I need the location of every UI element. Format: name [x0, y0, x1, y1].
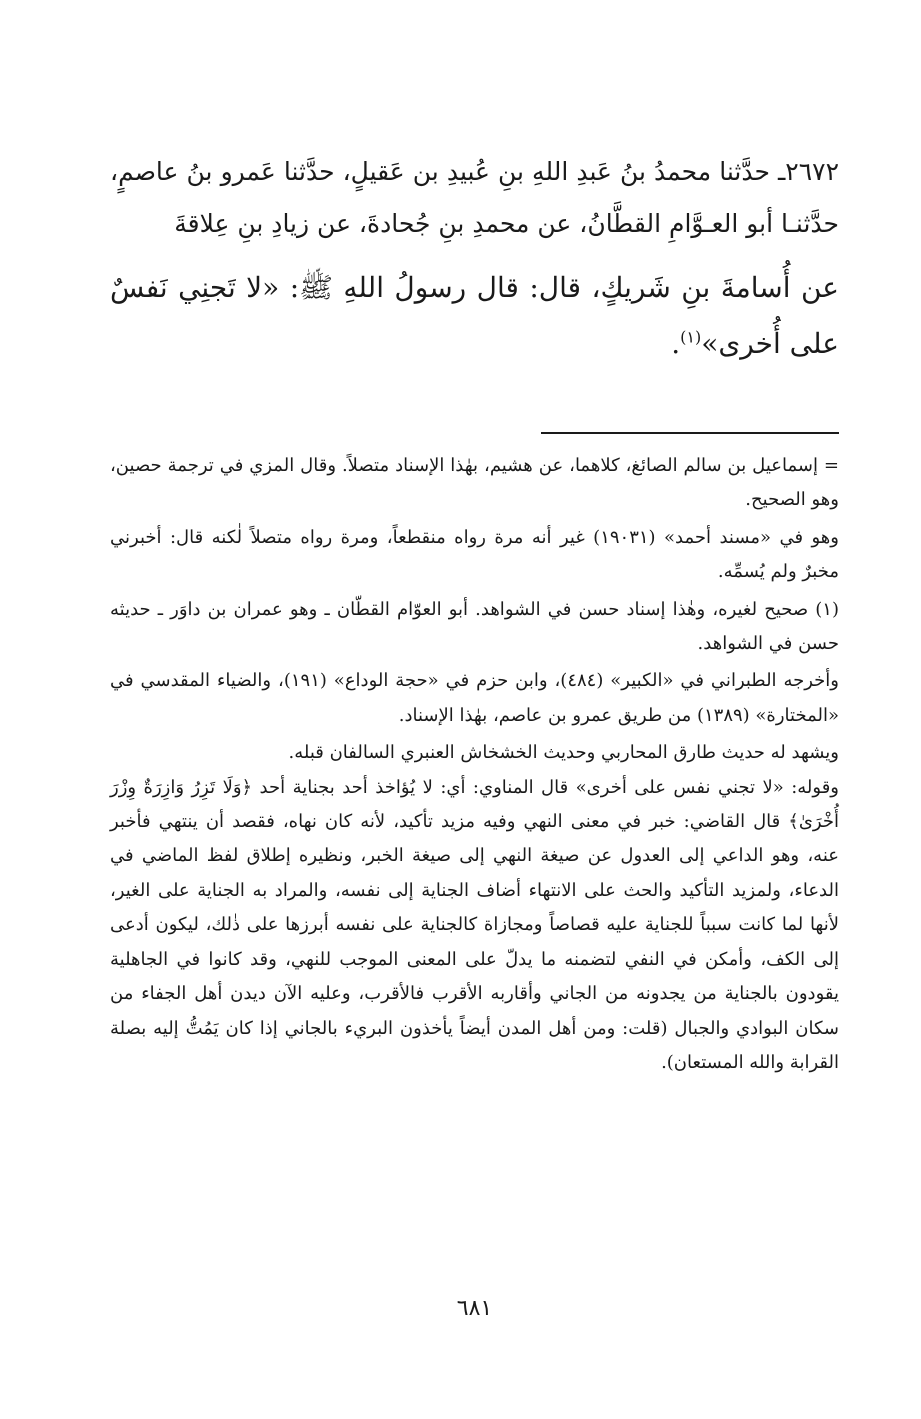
- footnote-paragraph: وأخرجه الطبراني في «الكبير» (٤٨٤)، وابن حزم في «حجة الوداع» (١٩١)، والضياء المقدسي في «المختارة» (١٣٨٩) من طريق عمرو بن عاصم، بهٰذا الإسناد.: [110, 670, 839, 726]
- footnote-divider: [541, 432, 839, 434]
- footnote-reference: (١): [680, 327, 702, 347]
- hadith-block: [110, 146, 839, 372]
- footnote-paragraph: = إسماعيل بن سالم الصائغ، كلاهما، عن هشيم، بهٰذا الإسناد متصلاً. وقال المزي في ترجمة حصين، وهو الصحيح.: [110, 455, 839, 511]
- footnote-paragraph: (١) صحيح لغيره، وهٰذا إسناد حسن في الشواهد. أبو العوّام القطّان ـ وهو عمران بن داوَر ـ حديثه حسن في الشواهد.: [110, 598, 839, 655]
- footnotes-section: [110, 449, 839, 1080]
- document-page: [110, 0, 839, 1419]
- hadith-isnad: ٢٦٧٢ـ حدَّثنا محمدُ بنُ عَبدِ اللهِ بنِ عُبيدِ بن عَقيلٍ، حدَّثنا عَمرو بنُ عاصمٍ، حدَّثنـا أبو العـوَّامِ القطَّانُ، عن محمدِ بنِ جُحادةَ، عن زيادِ بنِ عِلاقةَ: [110, 157, 839, 238]
- hadith-matn-text: عن أُسامةَ بنِ شَريكٍ، قال: قال رسولُ اللهِ ﷺ: «لا تَجنِي نَفسٌ على أُخرى»: [110, 271, 839, 360]
- hadith-matn-end: .: [671, 327, 681, 360]
- footnote-paragraph: ويشهد له حديث طارق المحاربي وحديث الخشخاش العنبري السالفان قبله.: [288, 742, 839, 764]
- footnote-paragraph: وقوله: «لا تجني نفس على أخرى» قال المناوي: أي: لا يُؤاخذ أحد بجناية أحد ﴿وَلَا تَزِرُ وَازِرَةٌ وِزْرَ أُخْرَىٰ﴾ قال القاضي: خبر في معنى النهي وفيه مزيد تأكيد، لأنه كان نهاه، فقصد أن ينتهي فأخبر عنه، وهو الداعي إلى العدول عن صيغة النهي إلى صيغة الخبر، ونظيره إطلاق لفظ الماضي في الدعاء، ولمزيد التأكيد والحث على الانتهاء أضاف الجناية إلى نفسه، والمراد به الجناية على الغير، لأنها لما كانت سبباً للجناية عليه قصاصاً ومجازاة كالجناية على نفسه أبرزها على ذٰلك، ليكون أدعى إلى الكف، وأمكن في النفي لتضمنه ما يدلّ على المعنى الموجب للنهي، وقد كانوا في الجاهلية يقودون بالجناية من يجدونه من الجاني وأقاربه الأقرب فالأقرب، وعليه الآن ديدن أهل الجفاء من سكان البوادي والجبال (قلت: ومن أهل المدن أيضاً يأخذون البريء بالجاني إذا كان يَمُتُّ إليه بصلة القرابة والله المستعان).: [110, 776, 839, 1073]
- hadith-matn: [110, 260, 839, 372]
- page-number: ٦٨١: [456, 1296, 493, 1321]
- footnote-paragraph: وهو في «مسند أحمد» (١٩٠٣١) غير أنه مرة رواه منقطعاً، ومرة رواه متصلاً لٰكنه قال: أخبرني مخبرٌ ولم يُسمِّه.: [110, 526, 839, 583]
